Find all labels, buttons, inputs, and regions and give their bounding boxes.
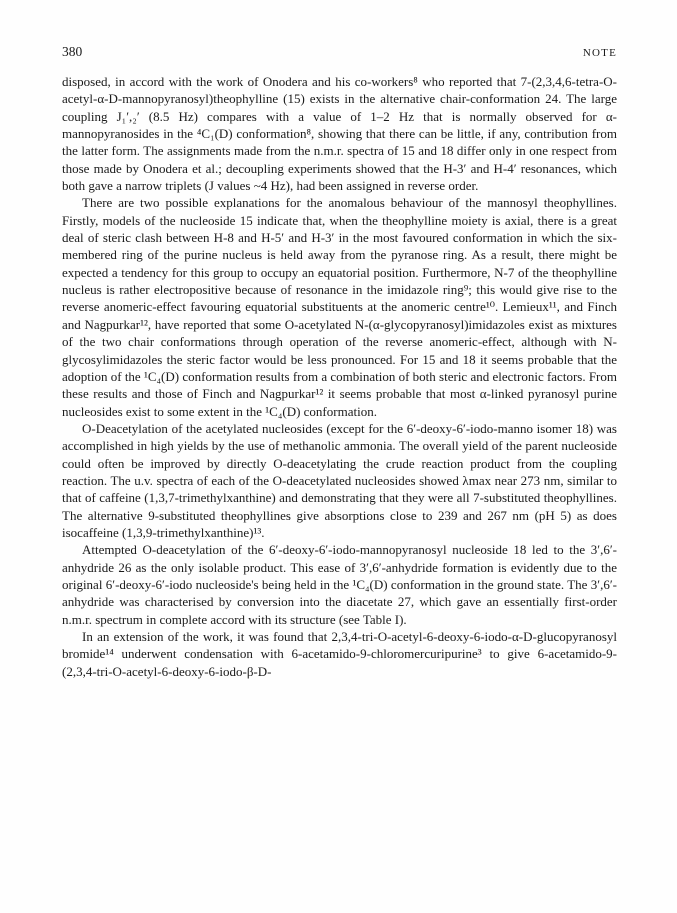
section-label: NOTE	[582, 47, 617, 59]
paragraph: In an extension of the work, it was found that 2,3,4-tri-O-acetyl-6-deoxy-6-iodo-α-D-glucopyranosyl bromide¹⁴ underwent condensation with 6-acetamido-9-chloromercuripurine³ to give 6-acetamido-9-(2,3,4-tri-O-acetyl-6-deoxy-6-iodo-β-D-	[62, 629, 617, 679]
paragraph: Attempted O-deacetylation of the 6′-deoxy-6′-iodo-mannopyranosyl nucleoside 18 led to the 3′,6′-anhydride 26 as the only isolable product. This ease of 3′,6′-anhydride formation is evidently due to the original 6′-deoxy-6′-iodo nucleoside's being held in the ¹C₄(D) conformation in the ground state. The 3′,6′-anhydride was characterised by conversion into the diacetate 27, which gave an essentially first-order n.m.r. spectrum in complete accord with its structure (see Table I).	[62, 542, 617, 627]
body-text	[62, 73, 617, 680]
page-header	[62, 44, 617, 60]
paragraph: There are two possible explanations for the anomalous behaviour of the mannosyl theophyllines. Firstly, models of the nucleoside 15 indicate that, when the theophylline moiety is axial, there is a great deal of steric clash between H-8 and H-5′ and H-3′ in the most favoured conformation in which the six-membered ring of the purine nucleus is held away from the pyranose ring. As a result, there might be expected a tendency for this group to occupy an equatorial position. Furthermore, N-7 of the theophylline nucleus is rather electropositive because of resonance in the imidazole ring⁹; this would give rise to the reverse anomeric-effect favouring equatorial substituents at the anomeric centre¹⁰. Lemieux¹¹, and Finch and Nagpurkar¹², have reported that some O-acetylated N-(α-glycopyranosyl)imidazoles exist as mixtures of the two chair conformations through operation of the reverse anomeric-effect, although with N-glycosylimidazoles the steric factor would be less pronounced. For 15 and 18 it seems probable that the adoption of the ¹C₄(D) conformation results from a combination of both steric and electronic factors. From these results and those of Finch and Nagpurkar¹² it seems probable that most α-linked pyranosyl purine nucleosides exist to some extent in the ¹C₄(D) conformation.	[62, 195, 618, 419]
page-number: 380	[62, 44, 83, 59]
paragraph: disposed, in accord with the work of Onodera and his co-workers⁸ who reported that 7-(2,3,4,6-tetra-O-acetyl-α-D-mannopyranosyl)theophylline (15) exists in the alternative chair-conformation 24. The large coupling J₁′,₂′ (8.5 Hz) compares with a value of 1–2 Hz that is normally observed for α-mannopyranosides in the ⁴C₁(D) conformation⁸, showing that there can be little, if any, contribution from the latter form. The assignments made from the n.m.r. spectra of 15 and 18 differ only in one respect from those made by Onodera et al.; decoupling experiments showed that the H-3′ and H-4′ resonances, which both gave a narrow triplets (J values ~4 Hz), had been assigned in reverse order.	[62, 74, 617, 194]
paragraph: O-Deacetylation of the acetylated nucleosides (except for the 6′-deoxy-6′-iodo-manno isomer 18) was accomplished in high yields by the use of methanolic ammonia. The overall yield of the parent nucleoside could often be improved by directly O-deacetylating the crude reaction product from the coupling reaction. The u.v. spectra of each of the O-deacetylated nucleosides showed λmax near 273 nm, similar to that of caffeine (1,3,7-trimethylxanthine) and demonstrating that they were all 7-substituted theophyllines. The alternative 9-substituted theophyllines give absorptions close to 239 and 267 nm (pH 5) as does isocaffeine (1,3,9-trimethylxanthine)¹³.	[62, 420, 617, 540]
